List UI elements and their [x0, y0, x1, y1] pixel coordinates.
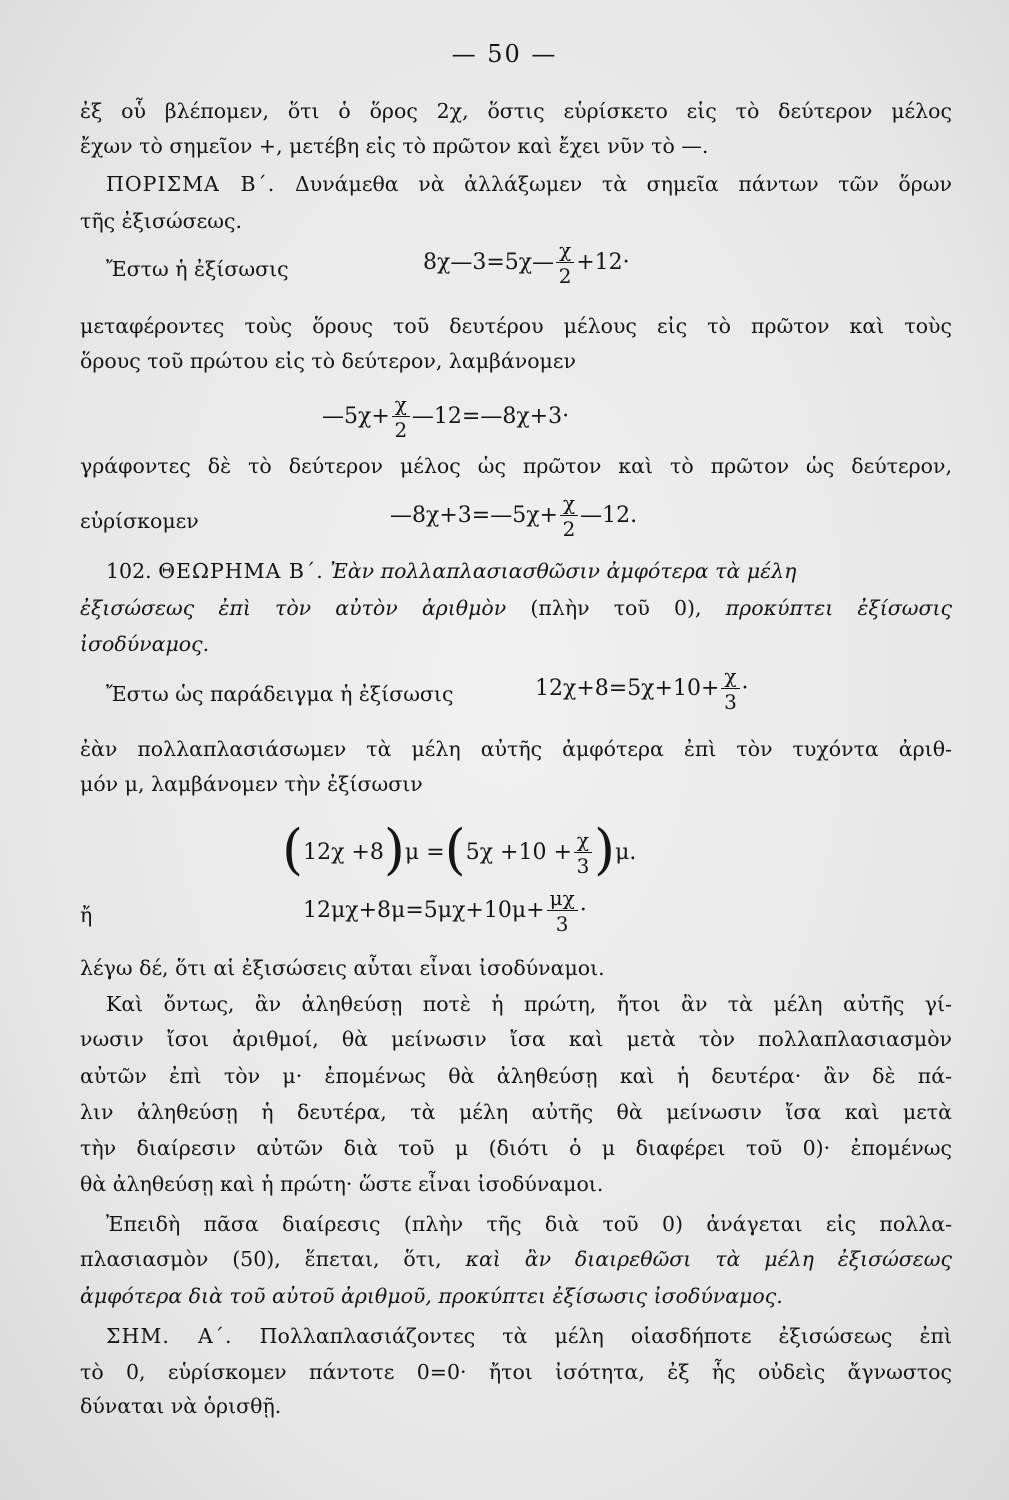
theorem-line	[80, 592, 952, 624]
text-line: ἤ	[80, 903, 93, 927]
denominator: 2	[562, 517, 576, 541]
right-paren: )	[594, 818, 616, 881]
equation-6	[303, 888, 587, 934]
text-line	[80, 1243, 952, 1275]
theorem-text: προκύπτει ἐξίσωσις	[725, 596, 952, 620]
numerator: χ	[392, 394, 410, 417]
theorem-text: Ἐὰν πολλαπλασιασθῶσιν ἀμφότερα τὰ μέλη	[330, 559, 797, 583]
fraction	[556, 240, 574, 286]
equation-3	[390, 493, 637, 539]
equation-part: —5χ+	[322, 404, 390, 429]
equation-part: μ.	[615, 840, 637, 865]
equation-part: —12.	[580, 503, 638, 528]
fraction	[560, 493, 578, 539]
text-line: δύναται νὰ ὁρισθῇ.	[80, 1394, 282, 1418]
numerator: χ	[721, 666, 739, 689]
page-number: — 50 —	[451, 40, 558, 68]
text-line: μόν μ, λαμβάνομεν τὴν ἐξίσωσιν	[80, 772, 423, 796]
text-line: γράφοντες δὲ τὸ δεύτερον μέλος ὡς πρῶτον καὶ τὸ πρῶτον ὡς δεύτερον,	[80, 454, 952, 478]
equation-part: ·	[579, 898, 587, 923]
theorem-line	[106, 555, 952, 587]
denominator: 2	[394, 418, 408, 442]
left-paren: (	[282, 818, 304, 881]
equation-1	[423, 240, 630, 286]
note-line	[106, 1320, 952, 1352]
theorem-number: 102.	[106, 559, 152, 583]
text-line: ἐξ οὗ βλέπομεν, ὅτι ὁ ὅρος 2χ, ὅστις εὑρίσκετο εἰς τὸ δεύτερον μέλος	[80, 99, 952, 123]
text-line: τὴν διαίρεσιν αὐτῶν διὰ τοῦ μ (διότι ὁ μ διαφέρει τοῦ 0)· ἐπομένως	[80, 1136, 952, 1160]
text-segment: καὶ ἂν διαιρεθῶσι τὰ μέλη ἐξισώσεως	[465, 1247, 952, 1271]
text-line: εὑρίσκομεν	[80, 509, 199, 533]
text-line: τῆς ἐξισώσεως.	[80, 209, 242, 233]
fraction	[547, 888, 578, 934]
text-line: ὅρους τοῦ πρώτου εἰς τὸ δεύτερον, λαμβάνομεν	[80, 349, 576, 373]
text-segment: Δυνάμεθα νὰ ἀλλάξωμεν τὰ σημεῖα πάντων τῶν ὅρων	[294, 172, 952, 196]
denominator: 3	[576, 854, 590, 878]
numerator: χ	[556, 240, 574, 263]
text-line: λέγω δέ, ὅτι αἱ ἐξισώσεις αὗται εἶναι ἰσοδύναμοι.	[80, 956, 605, 980]
text-line: αὐτῶν ἐπὶ τὸν μ· ἐπομένως θὰ ἀληθεύσῃ καὶ ἡ δευτέρα· ἂν δὲ πά-	[80, 1064, 952, 1088]
text-line: λιν ἀληθεύσῃ ἡ δευτέρα, τὰ μέλη αὐτῆς θὰ μείνωσιν ἴσα καὶ μετὰ	[80, 1100, 952, 1124]
fraction	[392, 394, 410, 440]
equation-part: —8χ+3=—5χ+	[390, 503, 558, 528]
text-line: Ἐπειδὴ πᾶσα διαίρεσις (πλὴν τῆς διὰ τοῦ 0) ἀνάγεται εἰς πολλα-	[106, 1212, 952, 1236]
equation-part: 12χ+8=5χ+10+	[535, 676, 720, 701]
numerator: χ	[574, 830, 592, 853]
denominator: 3	[724, 690, 737, 714]
equation-part: 12χ +8	[303, 840, 384, 865]
text-line: τὸ 0, εὑρίσκομεν πάντοτε 0=0· ἤτοι ἰσότητα, ἐξ ἧς οὐδεὶς ἄγνωστος	[80, 1360, 952, 1384]
denominator: 2	[558, 264, 572, 288]
text-line: Καὶ ὄντως, ἂν ἀληθεύσῃ ποτὲ ἡ πρώτη, ἤτοι ἂν τὰ μέλη αὐτῆς γί-	[106, 992, 952, 1016]
text-line: Ἔστω ἡ ἐξίσωσις	[106, 257, 289, 281]
porisma-line	[106, 168, 952, 200]
equation-part: +12·	[576, 250, 630, 275]
equation-5	[282, 818, 637, 881]
equation-4	[535, 666, 749, 712]
fraction	[574, 830, 592, 876]
theorem-title: ΘΕΩΡΗΜΑ Β΄.	[158, 559, 324, 583]
equation-part: —12=—8χ+3·	[411, 404, 570, 429]
text-line: Ἔστω ὡς παράδειγμα ἡ ἐξίσωσις	[106, 682, 454, 706]
text-line: μεταφέροντες τοὺς ὅρους τοῦ δευτέρου μέλους εἰς τὸ πρῶτον καὶ τοὺς	[80, 314, 952, 338]
note-title: ΣΗΜ. Α΄.	[106, 1324, 233, 1348]
text-segment: πλασιασμὸν (50), ἕπεται, ὅτι,	[80, 1247, 442, 1271]
text-line: ἀμφότερα διὰ τοῦ αὐτοῦ ἀριθμοῦ, προκύπτει ἐξίσωσις ἰσοδύναμος.	[80, 1284, 783, 1308]
text-line: ἐὰν πολλαπλασιάσωμεν τὰ μέλη αὐτῆς ἀμφότερα ἐπὶ τὸν τυχόντα ἀριθ-	[80, 737, 952, 761]
numerator: χ	[560, 493, 578, 516]
left-paren: (	[444, 818, 466, 881]
theorem-text: (πλὴν τοῦ 0),	[530, 596, 702, 620]
equation-part: 5χ +10 +	[465, 840, 572, 865]
theorem-text: ἐξισώσεως ἐπὶ τὸν αὐτὸν ἀριθμὸν	[80, 596, 507, 620]
right-paren: )	[383, 818, 405, 881]
equation-part: μ =	[404, 840, 445, 865]
text-line: θὰ ἀληθεύσῃ καὶ ἡ πρώτη· ὥστε εἶναι ἰσοδύναμοι.	[80, 1172, 604, 1196]
text-segment: Πολλαπλασιάζοντες τὰ μέλη οἱασδήποτε ἐξισώσεως ἐπὶ	[259, 1324, 952, 1348]
theorem-line: ἰσοδύναμος.	[80, 632, 210, 656]
text-line: νωσιν ἴσοι ἀριθμοί, θὰ μείνωσιν ἴσα καὶ μετὰ τὸν πολλαπλασιασμὸν	[80, 1027, 952, 1051]
equation-part: ·	[741, 676, 749, 701]
equation-2	[322, 394, 569, 440]
fraction	[721, 666, 739, 712]
equation-part: 12μχ+8μ=5μχ+10μ+	[303, 898, 545, 923]
numerator: μχ	[547, 888, 578, 911]
porisma-title: ΠΟΡΙΣΜΑ Β΄.	[106, 172, 276, 196]
text-line: ἔχων τὸ σημεῖον +, μετέβη εἰς τὸ πρῶτον καὶ ἔχει νῦν τὸ —.	[80, 134, 709, 158]
denominator: 3	[555, 912, 569, 936]
equation-part: 8χ—3=5χ—	[423, 250, 555, 275]
